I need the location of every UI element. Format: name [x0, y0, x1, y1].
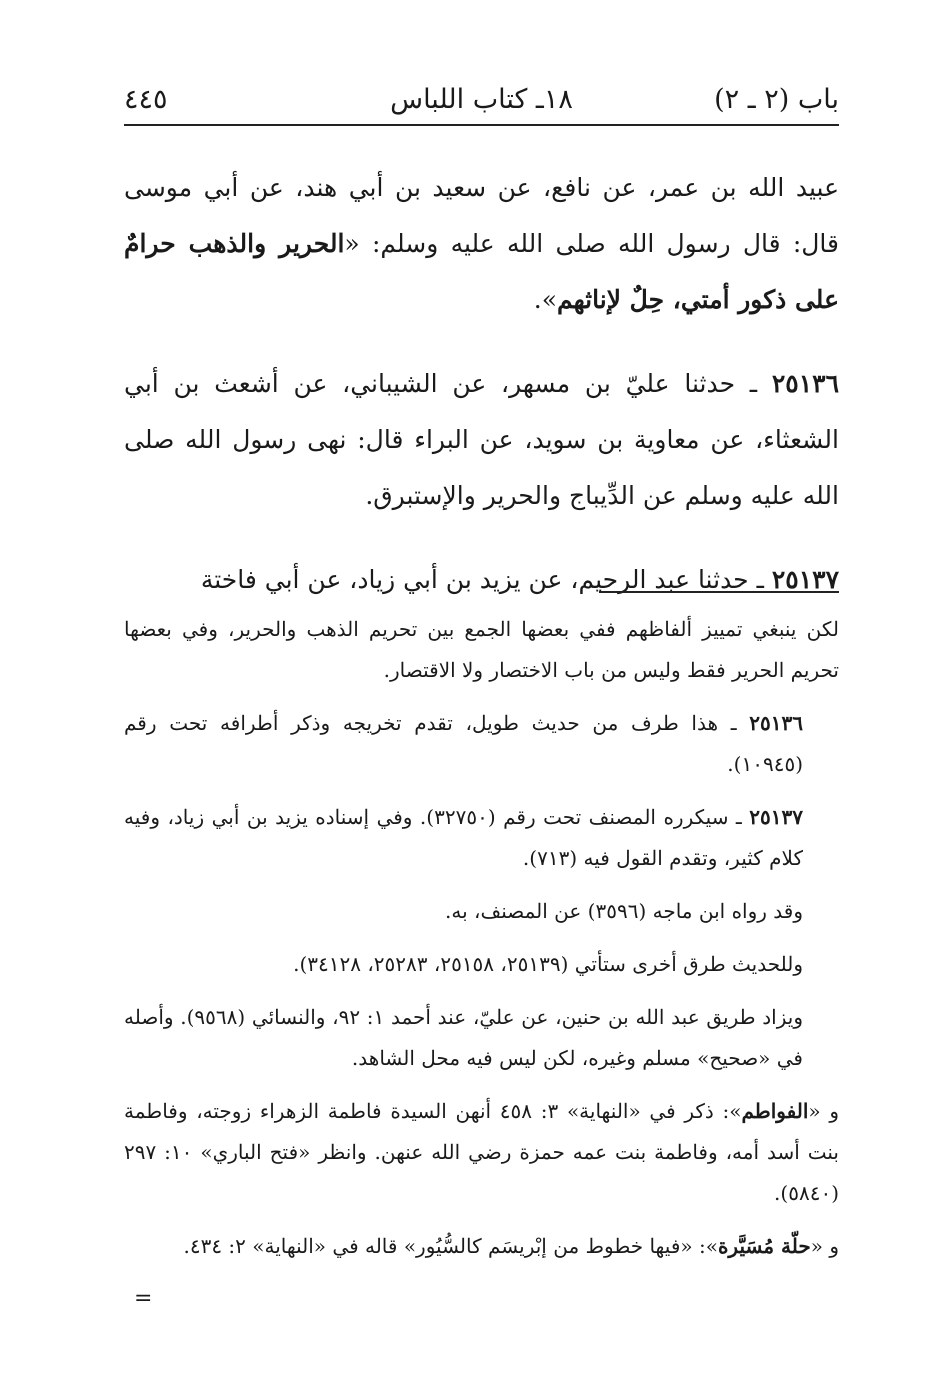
hadith-matn-bold: الحرير والذهب حرامٌ على ذكور أمتي، حِلٌ لإناثهم: [124, 229, 839, 314]
header-section-label: باب (٢ ـ ٢): [714, 84, 839, 115]
hadith-text: ـ حدثنا عبد الرحيم، عن يزيد بن أبي زياد، عن أبي فاختة: [200, 565, 772, 594]
footnote-additional-route: ويزاد طريق عبد الله بن حنين، عن عليّ، عند أحمد ١: ٩٢، والنسائي (٩٥٦٨). وأصله في «صحيح» مسلم وغيره، لكن ليس فيه محل الشاهد.: [124, 1005, 803, 1070]
footnote-term: حلّة مُسَيَّرة: [717, 1234, 811, 1258]
hadith-text: عبيد الله بن عمر، عن نافع، عن سعيد بن أبي هند، عن أبي موسى قال: قال رسول الله صلى الله عليه وسلم: «: [124, 173, 839, 258]
footnote-number: ٢٥١٣٦: [749, 711, 803, 735]
main-text: [124, 160, 839, 608]
footnote-prefix: و «: [810, 1234, 839, 1258]
hadith-number: ٢٥١٣٦: [771, 369, 839, 398]
hadith-text-end: ».: [533, 285, 557, 314]
footnote-25137: [124, 797, 839, 879]
footnote-divider: [599, 591, 839, 593]
footnote-text: ـ هذا طرف من حديث طويل، تقدم تخريجه وذكر أطرافه تحت رقم (١٠٩٤٥).: [124, 711, 803, 776]
footnote-term: الفواطم: [741, 1099, 809, 1123]
hadith-text: ـ حدثنا عليّ بن مسهر، عن الشيباني، عن أشعث بن أبي الشعثاء، عن معاوية بن سويد، عن البراء قال: نهى رسول الله صلى الله عليه وسلم عن الدِّيباج والحرير والإستبرق.: [124, 369, 839, 510]
page-number: ٤٤٥: [124, 84, 168, 115]
footnote-ibn-majah: وقد رواه ابن ماجه (٣٥٩٦) عن المصنف، به.: [445, 899, 803, 923]
hadith-number: ٢٥١٣٧: [771, 565, 839, 594]
footnote-fawatim: [124, 1091, 839, 1214]
hadith-25137: [124, 552, 839, 608]
footnote-number: ٢٥١٣٧: [749, 805, 803, 829]
footnote-other-routes: وللحديث طرق أخرى ستأتي (٢٥١٣٩، ٢٥١٥٨، ٢٥٢٨٣، ٣٤١٢٨).: [293, 952, 803, 976]
footnote-text: »: ذكر في «النهاية» ٣: ٤٥٨ أنهن السيدة فاطمة الزهراء زوجته، وفاطمة بنت أسد أمه، وفاطمة بنت عمه حمزة رضي الله عنهن. وانظر «فتح الباري» ١٠: ٢٩٧ (٥٨٤٠).: [124, 1099, 839, 1205]
footnote-text: ـ سيكرره المصنف تحت رقم (٣٢٧٥٠). وفي إسناده يزيد بن أبي زياد، وفيه كلام كثير، وتقدم القول فيه (٧١٣).: [124, 805, 803, 870]
header-book-title: ١٨ـ كتاب اللباس: [390, 84, 573, 115]
continuation-mark: =: [134, 1286, 153, 1311]
footnote-hulla: [124, 1226, 839, 1267]
footnote-text: »: «فيها خطوط من إبْريسَم كالسُّيُور» قاله في «النهاية» ٢: ٤٣٤.: [183, 1234, 718, 1258]
hadith-25136: [124, 356, 839, 524]
hadith-continuation: [124, 160, 839, 328]
footnotes: [124, 609, 839, 1279]
footnote-25136: [124, 703, 839, 785]
page-header: [124, 78, 839, 126]
footnote-prefix: و «: [808, 1099, 839, 1123]
footnote-continued: لكن ينبغي تمييز ألفاظهم ففي بعضها الجمع بين تحريم الذهب والحرير، وفي بعضها تحريم الحرير فقط وليس من باب الاختصار ولا الاقتصار.: [124, 617, 839, 682]
